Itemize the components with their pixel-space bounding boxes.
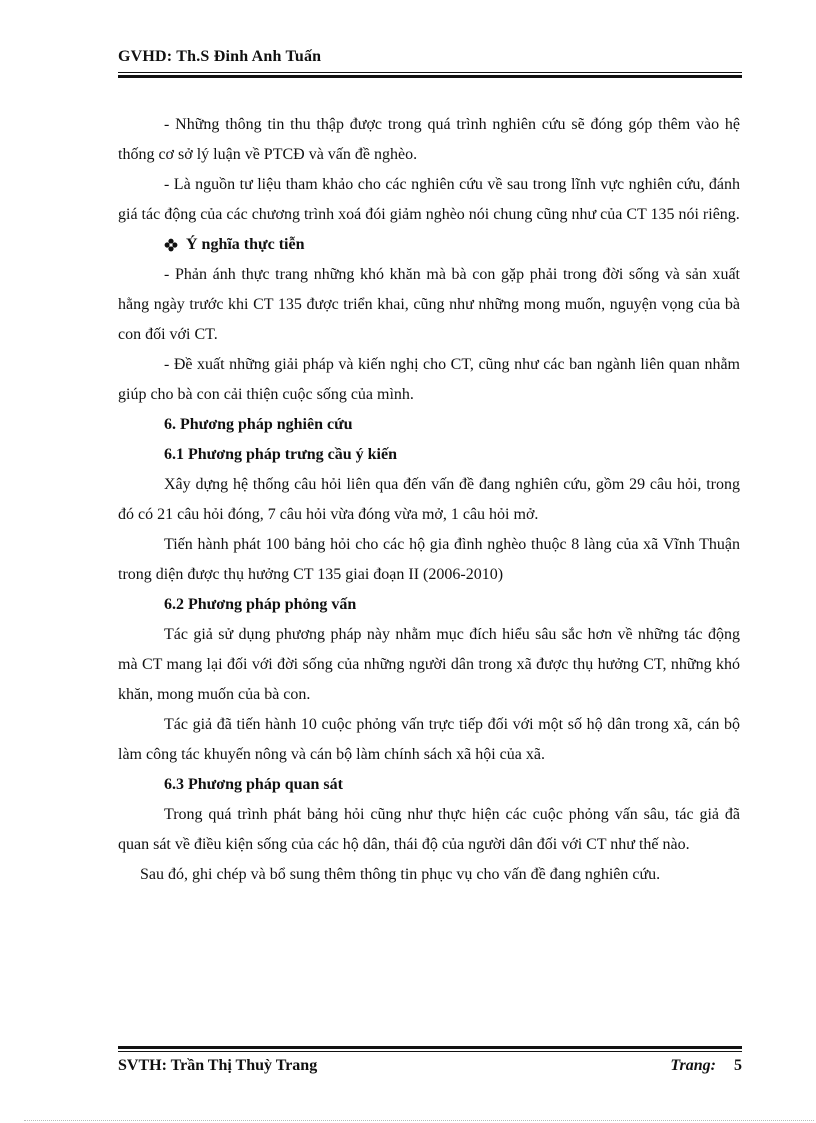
paragraph: - Những thông tin thu thập được trong quá trình nghiên cứu sẽ đóng góp thêm vào hệ thống cơ sở lý luận về PTCĐ và vấn đề nghèo. (118, 116, 740, 163)
footer-rule-thick (118, 1046, 742, 1049)
paragraph: - Đề xuất những giải pháp và kiến nghị cho CT, cũng như các ban ngành liên quan nhằm giúp cho bà con cải thiện cuộc sống của mình. (118, 356, 740, 403)
header-rule-thick (118, 75, 742, 78)
paragraph: Sau đó, ghi chép và bổ sung thêm thông tin phục vụ cho vấn đề đang nghiên cứu. (140, 866, 661, 883)
page-header (118, 46, 742, 68)
paragraph: Trong quá trình phát bảng hỏi cũng như thực hiện các cuộc phỏng vấn sâu, tác giả đã quan sát về điều kiện sống của các hộ dân, thái độ của người dân đối với CT như thế nào. (118, 806, 740, 853)
section-heading-6-2: 6.2 Phương pháp phỏng vấn (164, 596, 357, 613)
section-heading-6-3: 6.3 Phương pháp quan sát (164, 776, 343, 793)
paragraph: Tiến hành phát 100 bảng hỏi cho các hộ gia đình nghèo thuộc 8 làng của xã Vĩnh Thuận trong diện được thụ hưởng CT 135 giai đoạn II (2006-2010) (118, 536, 740, 583)
paragraph: - Là nguồn tư liệu tham khảo cho các nghiên cứu về sau trong lĩnh vực nghiên cứu, đánh giá tác động của các chương trình xoá đói giảm nghèo nói chung cũng như của CT 135 nói riêng. (118, 176, 740, 223)
header-rule-thin (118, 72, 742, 73)
section-heading-6-1: 6.1 Phương pháp trưng cầu ý kiến (164, 446, 397, 463)
advisor-label: GVHD: Th.S Đinh Anh Tuấn (118, 48, 322, 65)
paragraph: Xây dựng hệ thống câu hỏi liên qua đến vấn đề đang nghiên cứu, gồm 29 câu hỏi, trong đó có 21 câu hỏi đóng, 7 câu hỏi vừa đóng vừa mở, 1 câu hỏi mở. (118, 476, 740, 523)
page-number-block (670, 1055, 742, 1077)
paragraph: Tác giả sử dụng phương pháp này nhằm mục đích hiểu sâu sắc hơn về những tác động mà CT mang lại đối với đời sống của những người dân trong xã được thụ hưởng CT, những khó khăn, mong muốn của bà con. (118, 626, 740, 703)
paragraph: - Phản ánh thực trang những khó khăn mà bà con gặp phải trong đời sống và sản xuất hằng ngày trước khi CT 135 được triển khai, cũng như những mong muốn, nguyện vọng của bà con đối với CT. (118, 266, 740, 343)
page-number: 5 (734, 1057, 742, 1074)
flower-bullet-icon (164, 238, 178, 252)
section-heading-6: 6. Phương pháp nghiên cứu (164, 416, 353, 433)
page-body (118, 110, 740, 890)
student-label: SVTH: Trần Thị Thuỳ Trang (118, 1057, 318, 1074)
page-label: Trang: (670, 1057, 716, 1074)
footer-rule-thin (118, 1051, 742, 1052)
paragraph: Tác giả đã tiến hành 10 cuộc phỏng vấn trực tiếp đối với một số hộ dân trong xã, cán bộ làm công tác khuyến nông và cán bộ làm chính sách xã hội của xã. (118, 716, 740, 763)
section-heading-text: Ý nghĩa thực tiễn (186, 236, 305, 253)
page-bottom-border (24, 1120, 814, 1121)
section-heading-practical (118, 230, 740, 260)
